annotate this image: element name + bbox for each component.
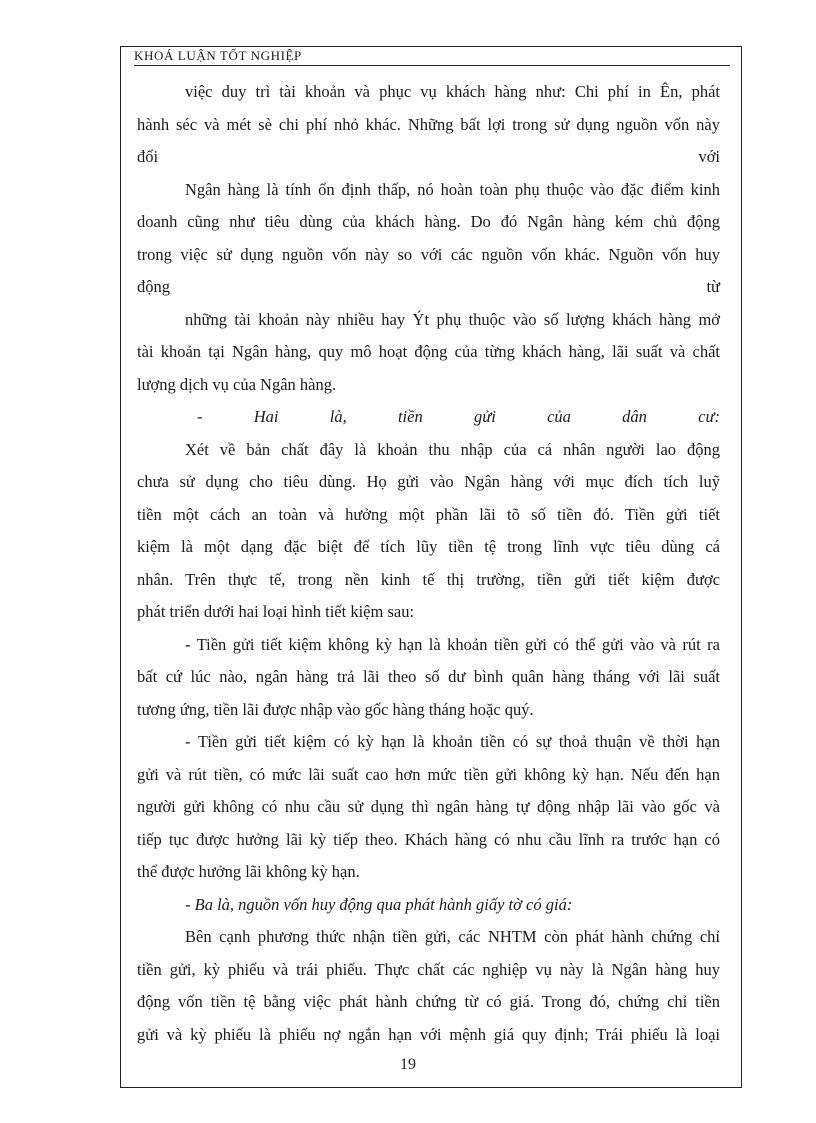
paragraph-line: bất cứ lúc nào, ngân hàng trả lãi theo số dư bình quân hàng tháng với lãi suất (137, 667, 720, 686)
paragraph-line: doanh cũng như tiêu dùng của khách hàng. Do đó Ngân hàng kém chủ động (137, 212, 720, 231)
paragraph-line: người gửi không có nhu cầu sử dụng thì ngân hàng tự động nhập lãi vào gốc và (137, 797, 720, 816)
paragraph-line: tiếp tục được hưởng lãi kỳ tiếp theo. Khách hàng có nhu cầu lĩnh ra trước hạn có (137, 829, 720, 849)
paragraph-line: tiền một cách an toàn và hưởng một phần lãi tõ số tiền đó. Tiền gửi tiết (137, 504, 720, 524)
paragraph-line: nhân. Trên thực tế, trong nền kinh tế thị trường, tiền gửi tiết kiệm được (137, 569, 720, 589)
page-number: 19 (400, 1056, 416, 1073)
paragraph-line: lượng dịch vụ của Ngân hàng. (137, 374, 337, 394)
heading-word: dân (622, 407, 647, 426)
heading-word: - (197, 407, 203, 426)
paragraph-line: động vốn tiền tệ bằng việc phát hành chứng từ có giá. Trong đó, chứng chỉ tiền (137, 992, 720, 1011)
split-right: từ (706, 277, 720, 296)
paragraph-line: Ngân hàng là tính ổn định thấp, nó hoàn toàn phụ thuộc vào đặc điểm kinh (185, 179, 720, 199)
paragraph-line: tài khoản tại Ngân hàng, quy mô hoạt động của từng khách hàng, lãi suất và chất (137, 342, 720, 361)
paragraph-line: chưa sử dụng cho tiêu dùng. Họ gửi vào Ngân hàng với mục đích tích luỹ (137, 472, 720, 491)
running-header: KHOÁ LUẬN TỐT NGHIỆP (134, 48, 730, 66)
paragraph-line: tiền gửi, kỳ phiếu và trái phiếu. Thực chất các nghiệp vụ này là Ngân hàng huy (137, 959, 720, 979)
paragraph-line: việc duy trì tài khoản và phục vụ khách hàng như: Chi phí in Ên, phát (185, 82, 720, 101)
paragraph-line: những tài khoản này nhiều hay Ýt phụ thuộc vào số lượng khách hàng mở (185, 309, 720, 329)
paragraph-line: - Tiền gửi tiết kiệm có kỳ hạn là khoản tiền có sự thoả thuận về thời hạn (185, 732, 720, 751)
paragraph-line: tương ứng, tiền lãi được nhập vào gốc hàng tháng hoặc quý. (137, 699, 534, 719)
paragraph-line: gửi và kỳ phiếu là phiếu nợ ngắn hạn với mệnh giá quy định; Trái phiếu là loại (137, 1024, 720, 1044)
body-text (137, 76, 720, 1051)
heading-word: của (547, 407, 571, 426)
paragraph-line: trong việc sử dụng nguồn vốn này so với các nguồn vốn khác. Nguồn vốn huy (137, 244, 720, 264)
split-right: với (698, 147, 720, 166)
heading-word: cư: (698, 407, 720, 426)
paragraph-line: thể được hưởng lãi không kỳ hạn. (137, 862, 360, 881)
section-heading-two (137, 401, 720, 434)
paragraph-line: hành séc và mét sè chi phí nhỏ khác. Những bất lợi trong sử dụng nguồn vốn này (137, 114, 720, 134)
paragraph-line-split (137, 141, 720, 174)
paragraph-line-split (137, 271, 720, 304)
split-left: đối (137, 147, 159, 166)
split-left: động (137, 277, 170, 296)
paragraph-line: Xét về bản chất đây là khoản thu nhập của cá nhân người lao động (185, 439, 720, 459)
section-heading-three: - Ba là, nguồn vốn huy động qua phát hành giấy tờ có giá: (185, 894, 573, 914)
paragraph-line: Bên cạnh phương thức nhận tiền gửi, các NHTM còn phát hành chứng chỉ (185, 927, 720, 946)
heading-word: tiền (397, 407, 423, 426)
heading-word: gửi (473, 407, 496, 426)
paragraph-line: phát triển dưới hai loại hình tiết kiệm sau: (137, 602, 415, 621)
heading-word: là, (329, 407, 347, 426)
paragraph-line: kiệm là một dạng đặc biệt để tích lũy tiền tệ trong lĩnh vực tiêu dùng cá (137, 537, 720, 556)
paragraph-line: - Tiền gửi tiết kiệm không kỳ hạn là khoản tiền gửi có thể gửi vào và rút ra (185, 634, 720, 654)
heading-word: Hai (253, 407, 279, 426)
paragraph-line: gửi và rút tiền, có mức lãi suất cao hơn mức tiền gửi không kỳ hạn. Nếu đến hạn (137, 764, 720, 784)
